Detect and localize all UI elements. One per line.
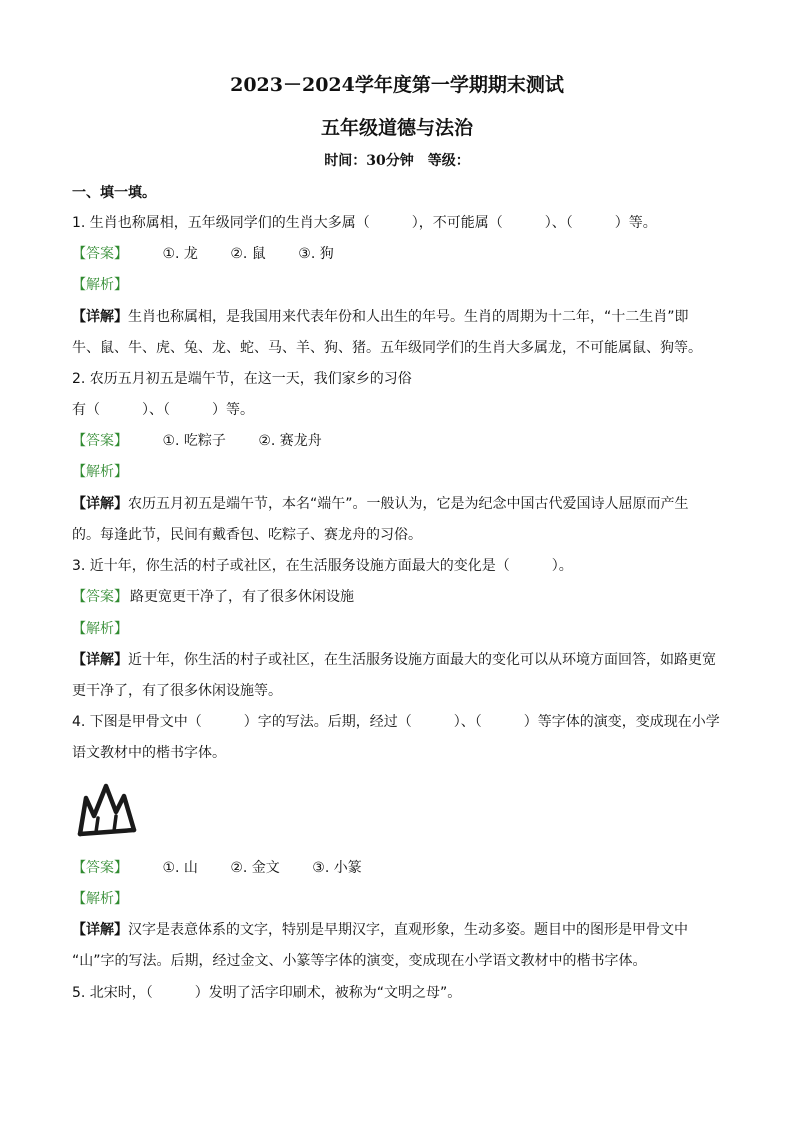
q2-answer-1: ①. 吃粽子 xyxy=(162,433,226,449)
q2-detail-text-1: 农历五月初五是端午节，本名“端午”。一般认为，它是为纪念中国古代爱国诗人屈原而产生 xyxy=(128,496,689,512)
q2-answer xyxy=(72,431,732,451)
q4-detail-1 xyxy=(72,920,732,940)
q1-detail-1 xyxy=(72,307,732,327)
answer-tag: 【答案】 xyxy=(72,433,128,449)
q1-answer-2: ②. 鼠 xyxy=(230,246,266,262)
analysis-tag: 【解析】 xyxy=(72,891,128,907)
q3-analysis-tag xyxy=(72,619,732,639)
q3-answer xyxy=(72,587,732,607)
q5-question: 5. 北宋时，（ ）发明了活字印刷术，被称为“文明之母”。 xyxy=(72,985,462,1001)
q3-question: 3. 近十年，你生活的村子或社区，在生活服务设施方面最大的变化是（ ）。 xyxy=(72,558,573,574)
q2-question-2: 有（ ）、（ ）等。 xyxy=(72,402,254,418)
q2-detail-2: 的。每逢此节，民间有戴香包、吃粽子、赛龙舟的习俗。 xyxy=(72,527,422,543)
answer-tag: 【答案】 xyxy=(72,589,128,605)
exam-subject: 五年级道德与法治 xyxy=(320,117,473,139)
q3-detail-2: 更干净了，有了很多休闲设施等。 xyxy=(72,683,282,699)
q1-answer xyxy=(72,244,732,264)
q1-detail-text-1: 生肖也称属相，是我国用来代表年份和人出生的年号。生肖的周期为十二年，“十二生肖”即 xyxy=(128,309,689,325)
q4-question-2: 语文教材中的楷书字体。 xyxy=(72,745,226,761)
answer-tag: 【答案】 xyxy=(72,860,128,876)
q1-answer-1: ①. 龙 xyxy=(162,246,198,262)
q2-question-1: 2. 农历五月初五是端午节，在这一天，我们家乡的习俗 xyxy=(72,371,412,387)
q4-detail-2: “山”字的写法。后期，经过金文、小篆等字体的演变，变成现在小学语文教材中的楷书字体。 xyxy=(72,953,647,969)
q4-answer-1: ①. 山 xyxy=(162,860,198,876)
analysis-tag: 【解析】 xyxy=(72,464,128,480)
analysis-tag: 【解析】 xyxy=(72,277,128,293)
exam-meta: 时间：30分钟 等级： xyxy=(324,153,470,169)
q4-analysis-tag xyxy=(72,889,732,909)
q1-question: 1. 生肖也称属相，五年级同学们的生肖大多属（ ），不可能属（ ）、（ ）等。 xyxy=(72,215,657,231)
q1-answer-3: ③. 狗 xyxy=(298,246,334,262)
detail-tag: 【详解】 xyxy=(72,309,128,325)
q4-answer-2: ②. 金文 xyxy=(230,860,280,876)
answer-tag: 【答案】 xyxy=(72,246,128,262)
section-heading: 一、填一填。 xyxy=(72,185,156,201)
q3-detail-1 xyxy=(72,650,732,670)
q1-analysis-tag xyxy=(72,275,732,295)
q4-question-1: 4. 下图是甲骨文中（ ）字的写法。后期，经过（ ）、（ ）等字体的演变，变成现在小学 xyxy=(72,714,720,730)
q4-detail-text-1: 汉字是表意体系的文字，特别是早期汉字，直观形象，生动多姿。题目中的图形是甲骨文中 xyxy=(128,922,688,938)
q2-detail-1 xyxy=(72,494,732,514)
q4-answer-3: ③. 小篆 xyxy=(312,860,362,876)
q4-answer xyxy=(72,858,732,878)
detail-tag: 【详解】 xyxy=(72,922,128,938)
q2-answer-2: ②. 赛龙舟 xyxy=(258,433,322,449)
q1-detail-2: 牛、鼠、牛、虎、兔、龙、蛇、马、羊、狗、猪。五年级同学们的生肖大多属龙，不可能属鼠、狗等。 xyxy=(72,340,702,356)
detail-tag: 【详解】 xyxy=(72,652,128,668)
detail-tag: 【详解】 xyxy=(72,496,128,512)
q3-detail-text-1: 近十年，你生活的村子或社区，在生活服务设施方面最大的变化可以从环境方面回答，如路更宽 xyxy=(128,652,716,668)
analysis-tag: 【解析】 xyxy=(72,621,128,637)
exam-title: 2023－2024学年度第一学期期末测试 xyxy=(230,74,564,96)
q3-answer-text: 路更宽更干净了，有了很多休闲设施 xyxy=(130,589,354,605)
oracle-bone-mountain-icon xyxy=(76,782,140,838)
q2-analysis-tag xyxy=(72,462,732,482)
